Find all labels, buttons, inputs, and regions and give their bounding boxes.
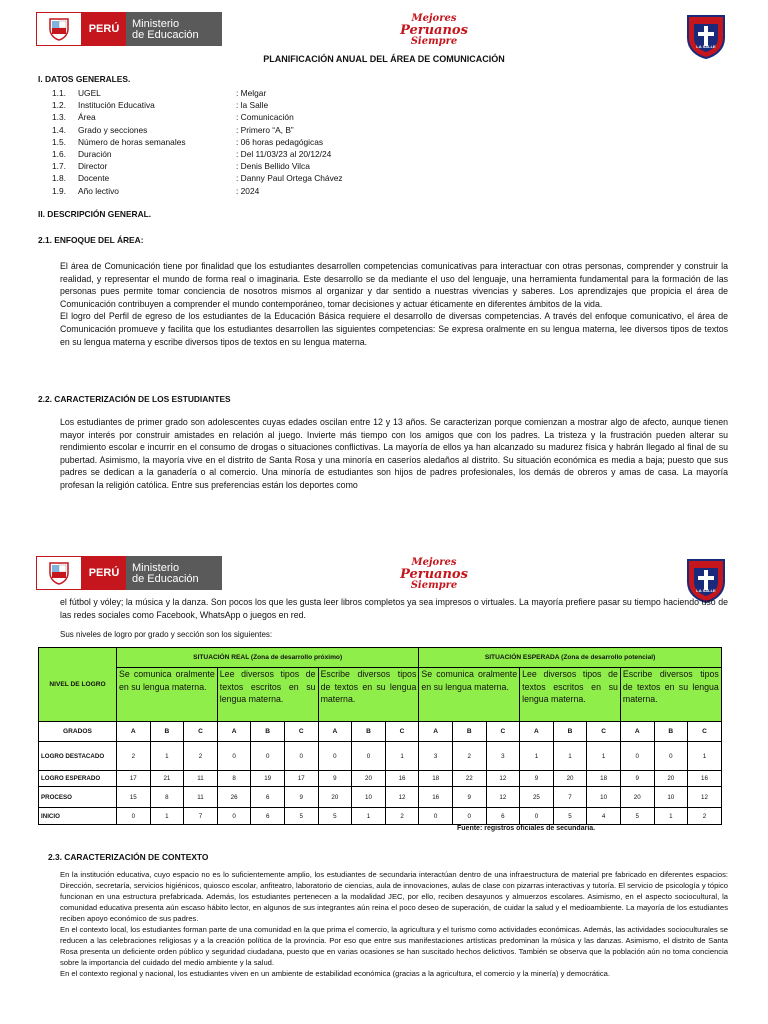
section-letter: C — [284, 722, 318, 742]
table-cell: 2 — [452, 742, 486, 771]
datos-num: 1.9. — [52, 185, 66, 196]
datos-value: : Primero “A, B” — [236, 124, 294, 135]
section-letter: C — [688, 722, 722, 742]
datos-label: Grado y secciones — [78, 124, 148, 135]
section-letter: B — [251, 722, 285, 742]
peru-shield-icon — [36, 12, 82, 46]
section-letter: A — [117, 722, 151, 742]
table-cell: 3 — [419, 742, 453, 771]
section-letter: A — [217, 722, 251, 742]
section-letter: B — [654, 722, 688, 742]
section-letter: C — [184, 722, 218, 742]
datos-num: 1.2. — [52, 100, 66, 111]
table-cell: 2 — [385, 808, 419, 825]
datos-label: Año lectivo — [78, 185, 119, 196]
table-cell: 21 — [150, 771, 184, 787]
table-cell: 15 — [117, 787, 151, 808]
table-cell: 20 — [553, 771, 587, 787]
table-cell: 3 — [486, 742, 520, 771]
table-cell: 0 — [217, 808, 251, 825]
table-cell: 0 — [419, 808, 453, 825]
table-cell: 20 — [620, 787, 654, 808]
table-header-row — [39, 648, 722, 668]
datos-label: Número de horas semanales — [78, 136, 186, 147]
section-datos-heading: I. DATOS GENERALES. — [38, 74, 131, 84]
mejores-peruanos-logo: Mejores Peruanos Siempre — [400, 13, 468, 47]
minedu-logo — [36, 12, 224, 46]
table-cell: 7 — [553, 787, 587, 808]
datos-value: : 06 horas pedagógicas — [236, 136, 324, 147]
section-letter: B — [452, 722, 486, 742]
datos-num: 1.7. — [52, 161, 66, 172]
table-cell: 11 — [184, 771, 218, 787]
row-label: INICIO — [39, 808, 117, 825]
peru-shield-icon — [36, 556, 82, 590]
datos-label: UGEL — [78, 88, 101, 98]
datos-num: 1.8. — [52, 173, 66, 184]
table-cell: 9 — [318, 771, 352, 787]
datos-label: Director — [78, 161, 108, 172]
table-cell: 12 — [385, 787, 419, 808]
table-cell: 1 — [520, 742, 554, 771]
table-cell: 9 — [620, 771, 654, 787]
table-cell: 20 — [318, 787, 352, 808]
caracterizacion-text: Los estudiantes de primer grado son adolescentes cuyas edades oscilan entre 12 y 13 años. Se caracterizan porque comienzan a mostrar algo de afecto, aunque tienen mayor interés por construir amistades en relación al juego. Invierte más tiempo con los amigos que con los padres. La tristeza y la frustración pueden alterar su rendimiento escolar e incurrir en el consumo de drogas o situaciones conflictivas. La mayoría de ellos ya han alcanzado su madurez física y habrán llegado al final de su pubertad. Asimismo, la mayoría vive en el distrito de Santa Rosa y una minoría en caseríos aledaños al distrito. Su situación económica es media a baja; puesto que sus padres se dedican a la ganadería o al comercio. Una minoría de estudiantes son hijos de padres profesionales, los demás de obreros y amas de casa. La mayoría profesan la religión católica. Entre sus preferencias están los deportes como — [60, 417, 728, 490]
datos-value: : la Salle — [236, 100, 269, 111]
table-cell: 0 — [284, 742, 318, 771]
table-cell: 5 — [553, 808, 587, 825]
datos-value: : Danny Paul Ortega Chávez — [236, 173, 343, 184]
table-cell: 1 — [688, 742, 722, 771]
datos-label: Docente — [78, 173, 110, 184]
competencia-cell: Lee diversos tipos de textos escritos en su lengua materna. — [217, 668, 318, 722]
row-label: LOGRO DESTACADO — [39, 742, 117, 771]
competencias-row — [39, 668, 722, 722]
competencia-cell: Se comunica oralmente en su lengua materna. — [419, 668, 520, 722]
table-cell: 10 — [352, 787, 386, 808]
table-cell: 6 — [251, 808, 285, 825]
table-cell: 6 — [486, 808, 520, 825]
row-label: LOGRO ESPERADO — [39, 771, 117, 787]
datos-label: Área — [78, 112, 96, 123]
table-cell: 17 — [117, 771, 151, 787]
table-cell: 7 — [184, 808, 218, 825]
table-row — [39, 742, 722, 771]
table-cell: 2 — [688, 808, 722, 825]
table-cell: 11 — [184, 787, 218, 808]
table-cell: 5 — [620, 808, 654, 825]
table-cell: 0 — [117, 808, 151, 825]
table-cell: 4 — [587, 808, 621, 825]
table-cell: 9 — [284, 787, 318, 808]
table-cell: 5 — [318, 808, 352, 825]
table-row — [39, 771, 722, 787]
section-letter: C — [385, 722, 419, 742]
section-letter: A — [318, 722, 352, 742]
table-cell: 1 — [385, 742, 419, 771]
table-cell: 1 — [150, 742, 184, 771]
table-cell: 9 — [520, 771, 554, 787]
datos-value: : 2024 — [236, 185, 260, 196]
caracterizacion-heading: 2.2. CARACTERIZACIÓN DE LOS ESTUDIANTES — [38, 394, 231, 404]
table-cell: 10 — [654, 787, 688, 808]
table-cell: 0 — [318, 742, 352, 771]
table-cell: 17 — [284, 771, 318, 787]
competencia-cell: Lee diversos tipos de textos escritos en su lengua materna. — [520, 668, 621, 722]
la-salle-shield-icon: LA SALLE — [686, 14, 726, 60]
grados-label: GRADOS — [39, 722, 117, 742]
table-cell: 0 — [620, 742, 654, 771]
datos-label: Institución Educativa — [78, 100, 155, 111]
table-cell: 12 — [486, 771, 520, 787]
situacion-esperada-header: SITUACIÓN ESPERADA (Zona de desarrollo potencial) — [419, 648, 721, 668]
table-cell: 6 — [251, 787, 285, 808]
section-letter: B — [553, 722, 587, 742]
table-cell: 8 — [217, 771, 251, 787]
table-cell: 12 — [688, 787, 722, 808]
section-letter: C — [587, 722, 621, 742]
table-cell: 1 — [587, 742, 621, 771]
table-cell: 0 — [352, 742, 386, 771]
table-cell: 25 — [520, 787, 554, 808]
caracterizacion-text-cont: el fútbol y vóley; la música y la danza. Son pocos los que les gusta leer libros completos ya sea impresos o virtuales. La mayoría prefiere pasar su tiempo haciendo uso de las redes sociales como Facebook, WhatsApp o juegos en red. — [60, 597, 728, 620]
grados-row — [39, 722, 722, 742]
table-cell: 16 — [419, 787, 453, 808]
minedu-logo-2 — [36, 556, 224, 590]
table-cell: 22 — [452, 771, 486, 787]
contexto-text: En la institución educativa, cuyo espacio no es lo suficientemente amplio, los estudiantes de secundaria interactúan dentro de una infraestructura de material pre fabricado en diferentes espacios: Dirección, secretaría, servicios higiénicos, quiosco escolar, anfiteatro, laboratorio de ciencias, aula de innovaciones, aulas de clase con pizarras interactivas y tutoría. El servicio de psicología y tópico funcionan en una estructura prefabricada. Además, los estudiantes pertenecen a la modalidad JEC, por ello, reciben desayunos y almuerzos escolares. Asimismo, en el aspecto sociocultural, la comunidad educativa presenta aún escaso hábito lector, en algunos de sus integrantes aún reina el poco deseo de superación, de cuidar la salud y el medioambiente. La mayoría de los estudiantes reciben apoyo económico de sus padres. En el contexto local, los estudiantes forman parte de una comunidad en la que prima el comercio, la agricultura y el turismo como actividades económicas. Además, las actividades socioculturales se reducen a las celebraciones religiosas y a la creación política de la provincia. Por eso que entre sus manifestaciones artísticas predominan la música y las danzas. Asimismo, el distrito de Santa Rosa presenta un deficiente orden público y seguridad ciudadana, puesto que en varias ocasiones se han suscitado hechos delictivos. También se observa que la población aún no toma conciencia sobre la importancia del cuidado del medio ambiente y la salud. En el contexto regional y nacional, los estudiantes viven en un ambiente de estabilidad económica (gracias a la agricultura, el comercio y la minería) y democrática. — [60, 870, 728, 978]
page-title: PLANIFICACIÓN ANUAL DEL ÁREA DE COMUNICACIÓN — [263, 54, 505, 64]
table-cell: 0 — [452, 808, 486, 825]
datos-num: 1.6. — [52, 149, 66, 159]
nivel-logro-header: NIVEL DE LOGRO — [39, 648, 117, 722]
table-cell: 18 — [419, 771, 453, 787]
table-cell: 1 — [654, 808, 688, 825]
table-source: Fuente: registros oficiales de secundaria. — [457, 825, 596, 832]
competencia-cell: Se comunica oralmente en su lengua materna. — [117, 668, 218, 722]
datos-num: 1.1. — [52, 88, 66, 98]
la-salle-shield-icon: LA SALLE — [686, 558, 726, 604]
peru-label: PERÚ — [82, 12, 126, 46]
table-row — [39, 808, 722, 825]
section-letter: A — [419, 722, 453, 742]
table-cell: 12 — [486, 787, 520, 808]
section-descripcion-heading: II. DESCRIPCIÓN GENERAL. — [38, 209, 152, 219]
table-cell: 26 — [217, 787, 251, 808]
niveles-intro: Sus niveles de logro por grado y sección son los siguientes: — [60, 630, 273, 639]
datos-num: 1.3. — [52, 112, 66, 123]
table-cell: 0 — [654, 742, 688, 771]
section-letter: A — [620, 722, 654, 742]
enfoque-text: El área de Comunicación tiene por finalidad que los estudiantes desarrollen competencias comunicativas para interactuar con otras personas, comprender y construir la realidad, y representar el mundo de forma real o imaginaria. Este desarrollo se da mediante el uso del lenguaje, una herramienta fundamental para la formación de las personas pues permite tomar conciencia de nosotros mismos al organizar y dar sentido a nuestras vivencias y saberes. Los aprendizajes que propicia el área de Comunicación contribuyen a comprender el mundo contemporáneo, tomar decisiones y actuar éticamente en diferentes ámbitos de la vida. El logro del Perfil de egreso de los estudiantes de la Educación Básica requiere el desarrollo de diversas competencias. A través del enfoque comunicativo, el área de Comunicación promueve y facilita que los estudiantes desarrollen las siguientes competencias: Se expresa oralmente en su lengua materna, lee diversos tipos de textos en su lengua materna y escribe diversos tipos de textos en su lengua materna. — [60, 261, 728, 347]
table-row — [39, 787, 722, 808]
table-cell: 16 — [385, 771, 419, 787]
situacion-real-header: SITUACIÓN REAL (Zona de desarrollo próximo) — [117, 648, 419, 668]
ministerio-label: Ministerio de Educación — [126, 12, 222, 46]
datos-value: : Denis Bellido Vilca — [236, 161, 310, 172]
section-letter: C — [486, 722, 520, 742]
table-cell: 5 — [284, 808, 318, 825]
table-cell: 1 — [150, 808, 184, 825]
contexto-heading: 2.3. CARACTERIZACIÓN DE CONTEXTO — [48, 852, 209, 862]
competencia-cell: Escribe diversos tipos de textos en su lengua materna. — [620, 668, 721, 722]
table-cell: 2 — [117, 742, 151, 771]
table-cell: 1 — [553, 742, 587, 771]
table-cell: 0 — [520, 808, 554, 825]
mejores-peruanos-logo: Mejores Peruanos Siempre — [400, 557, 468, 591]
section-letter: B — [150, 722, 184, 742]
table-cell: 20 — [654, 771, 688, 787]
datos-num: 1.4. — [52, 124, 66, 135]
section-letter: A — [520, 722, 554, 742]
table-cell: 0 — [217, 742, 251, 771]
datos-num: 1.5. — [52, 136, 66, 147]
table-cell: 10 — [587, 787, 621, 808]
table-cell: 2 — [184, 742, 218, 771]
row-label: PROCESO — [39, 787, 117, 808]
table-cell: 0 — [251, 742, 285, 771]
enfoque-heading: 2.1. ENFOQUE DEL ÁREA: — [38, 235, 144, 245]
niveles-logro-table — [38, 647, 722, 825]
table-cell: 16 — [688, 771, 722, 787]
table-cell: 8 — [150, 787, 184, 808]
datos-value: : Melgar — [236, 88, 267, 98]
table-cell: 1 — [352, 808, 386, 825]
table-cell: 9 — [452, 787, 486, 808]
section-letter: B — [352, 722, 386, 742]
datos-value: : Comunicación — [236, 112, 294, 123]
datos-label: Duración — [78, 149, 112, 159]
datos-value: : Del 11/03/23 al 20/12/24 — [236, 149, 332, 159]
peru-label: PERÚ — [82, 556, 126, 590]
table-cell: 20 — [352, 771, 386, 787]
table-cell: 19 — [251, 771, 285, 787]
competencia-cell: Escribe diversos tipos de textos en su lengua materna. — [318, 668, 419, 722]
table-cell: 18 — [587, 771, 621, 787]
ministerio-label: Ministerio de Educación — [126, 556, 222, 590]
